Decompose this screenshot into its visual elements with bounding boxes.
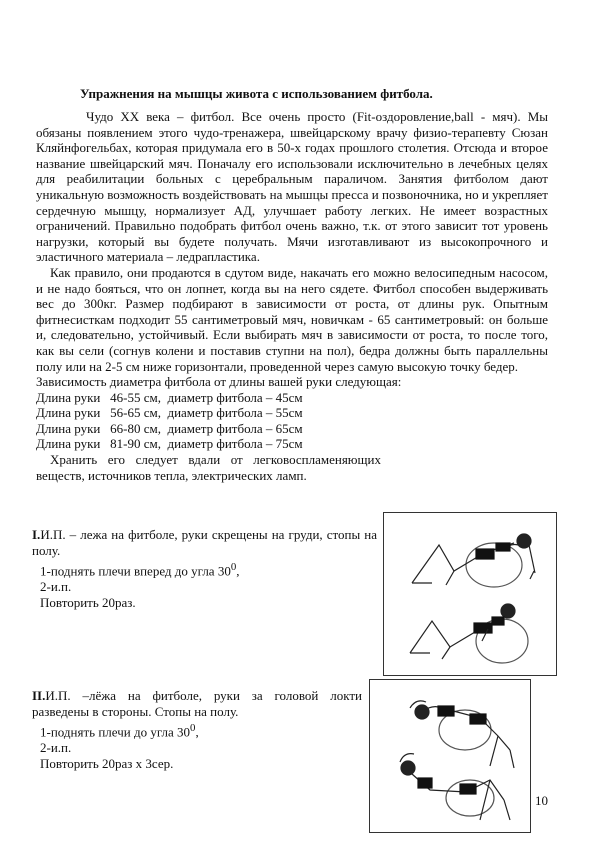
exercise-1-illustration [383,512,557,676]
exercise-1-drawing [384,513,556,675]
size-table-header: Зависимость диаметра фитбола от длины вашей руки следующая: [36,374,402,390]
exercise-2-repeat: Повторить 20раз х 3сер. [40,756,174,772]
exercise-1-step-1-text: 1-поднять плечи вперед до угла 30 [40,563,231,579]
intro-paragraph-2: Как правило, они продаются в сдутом виде, накачать его можно велосипедным насосом, и не надо бояться, что он лопнет, когда вы на него сядете. Фитбол способен выдерживать вес до 300кг. Размер подбирают в зависимости от роста, от длины рук. Опытным фитнесисткам подходит 55 сантиметровый мяч, новичкам - 65 сантиметровый: он больше и, следовательно, устойчивый. Если выбирать мяч в зависимости от роста, то после того, как вы сели (согнув колени и поставив ступни на пол), бедра должны быть параллельны полу или на 2-5 см ниже горизонтали, проведенной через самую высокую точку бедер. [36,264,548,374]
storage-note: Хранить его следует вдали от легковоспламеняющих веществ, источников тепла, электрических ламп. [36,452,381,483]
exercise-2 [32,688,362,772]
exercise-2-illustration [369,679,531,833]
intro-text [36,109,548,483]
page-number: 10 [535,793,548,808]
exercise-1-repeat: Повторить 20раз. [40,595,136,611]
exercise-1 [32,527,377,611]
exercise-2-step-1-tail: , [195,724,199,740]
exercise-1-instruction [32,527,377,559]
size-table-row: Длина руки 46-55 см, диаметр фитбола – 45см [36,389,303,405]
exercise-1-step-1 [32,559,377,579]
page-title: Упражнения на мышцы живота с использованием фитбола. [80,86,433,101]
exercise-1-step-1-sup: 0 [230,561,237,573]
size-table-row: Длина руки 56-65 см, диаметр фитбола – 55см [36,405,303,421]
exercise-1-numeral: I. [32,527,41,542]
size-table-row: Длина руки 66-80 см, диаметр фитбола – 65см [36,420,303,436]
exercise-2-instruction [32,688,362,720]
exercise-2-step-1 [32,720,362,740]
exercise-2-step-1-sup: 0 [190,722,196,734]
exercise-2-head: И.П. –лёжа на фитболе, руки за головой локти разведены в стороны. Стопы на полу. [32,688,362,719]
exercise-2-drawing [370,680,530,832]
exercise-1-step-2: 2-и.п. [40,579,72,595]
exercise-1-step-1-tail: , [236,563,240,579]
exercise-2-numeral: II. [32,688,46,703]
exercise-2-step-1-text: 1-поднять плечи до угла 30 [40,724,191,740]
exercise-1-head: И.П. – лежа на фитболе, руки скрещены на груди, стопы на полу. [32,527,377,558]
exercise-2-step-2: 2-и.п. [40,740,72,756]
intro-paragraph-1: Чудо XX века – фитбол. Все очень просто (Fit-оздоровление,ball - мяч). Мы обязаны появлением этого чудо-тренажера, швейцарскому врачу физио-терапевту Сюзан Кляйнфогельбах, которая придумала его в 50-х годах прошлого столетия. Отсюда и второе название швейцарский мяч. Поначалу его использовали исключительно в лечебных целях для реабилитации больных с церебральным параличом. Занятия фитболом дают уникальную возможность воздействовать на мышцы пресса и позвоночника, но и укрепляет сердечную мышцу, нормализует АД, улучшает работу легких. Не имеет возрастных ограничений. Правильно подобрать фитбол очень важно, т.к. от этого зависит тот уровень нагрузки, который вы будете получать. Мячи изготавливают из высокопрочного и эластичного материала – ледрапластика. [36,109,548,265]
size-table-row: Длина руки 81-90 см, диаметр фитбола – 75см [36,436,303,452]
